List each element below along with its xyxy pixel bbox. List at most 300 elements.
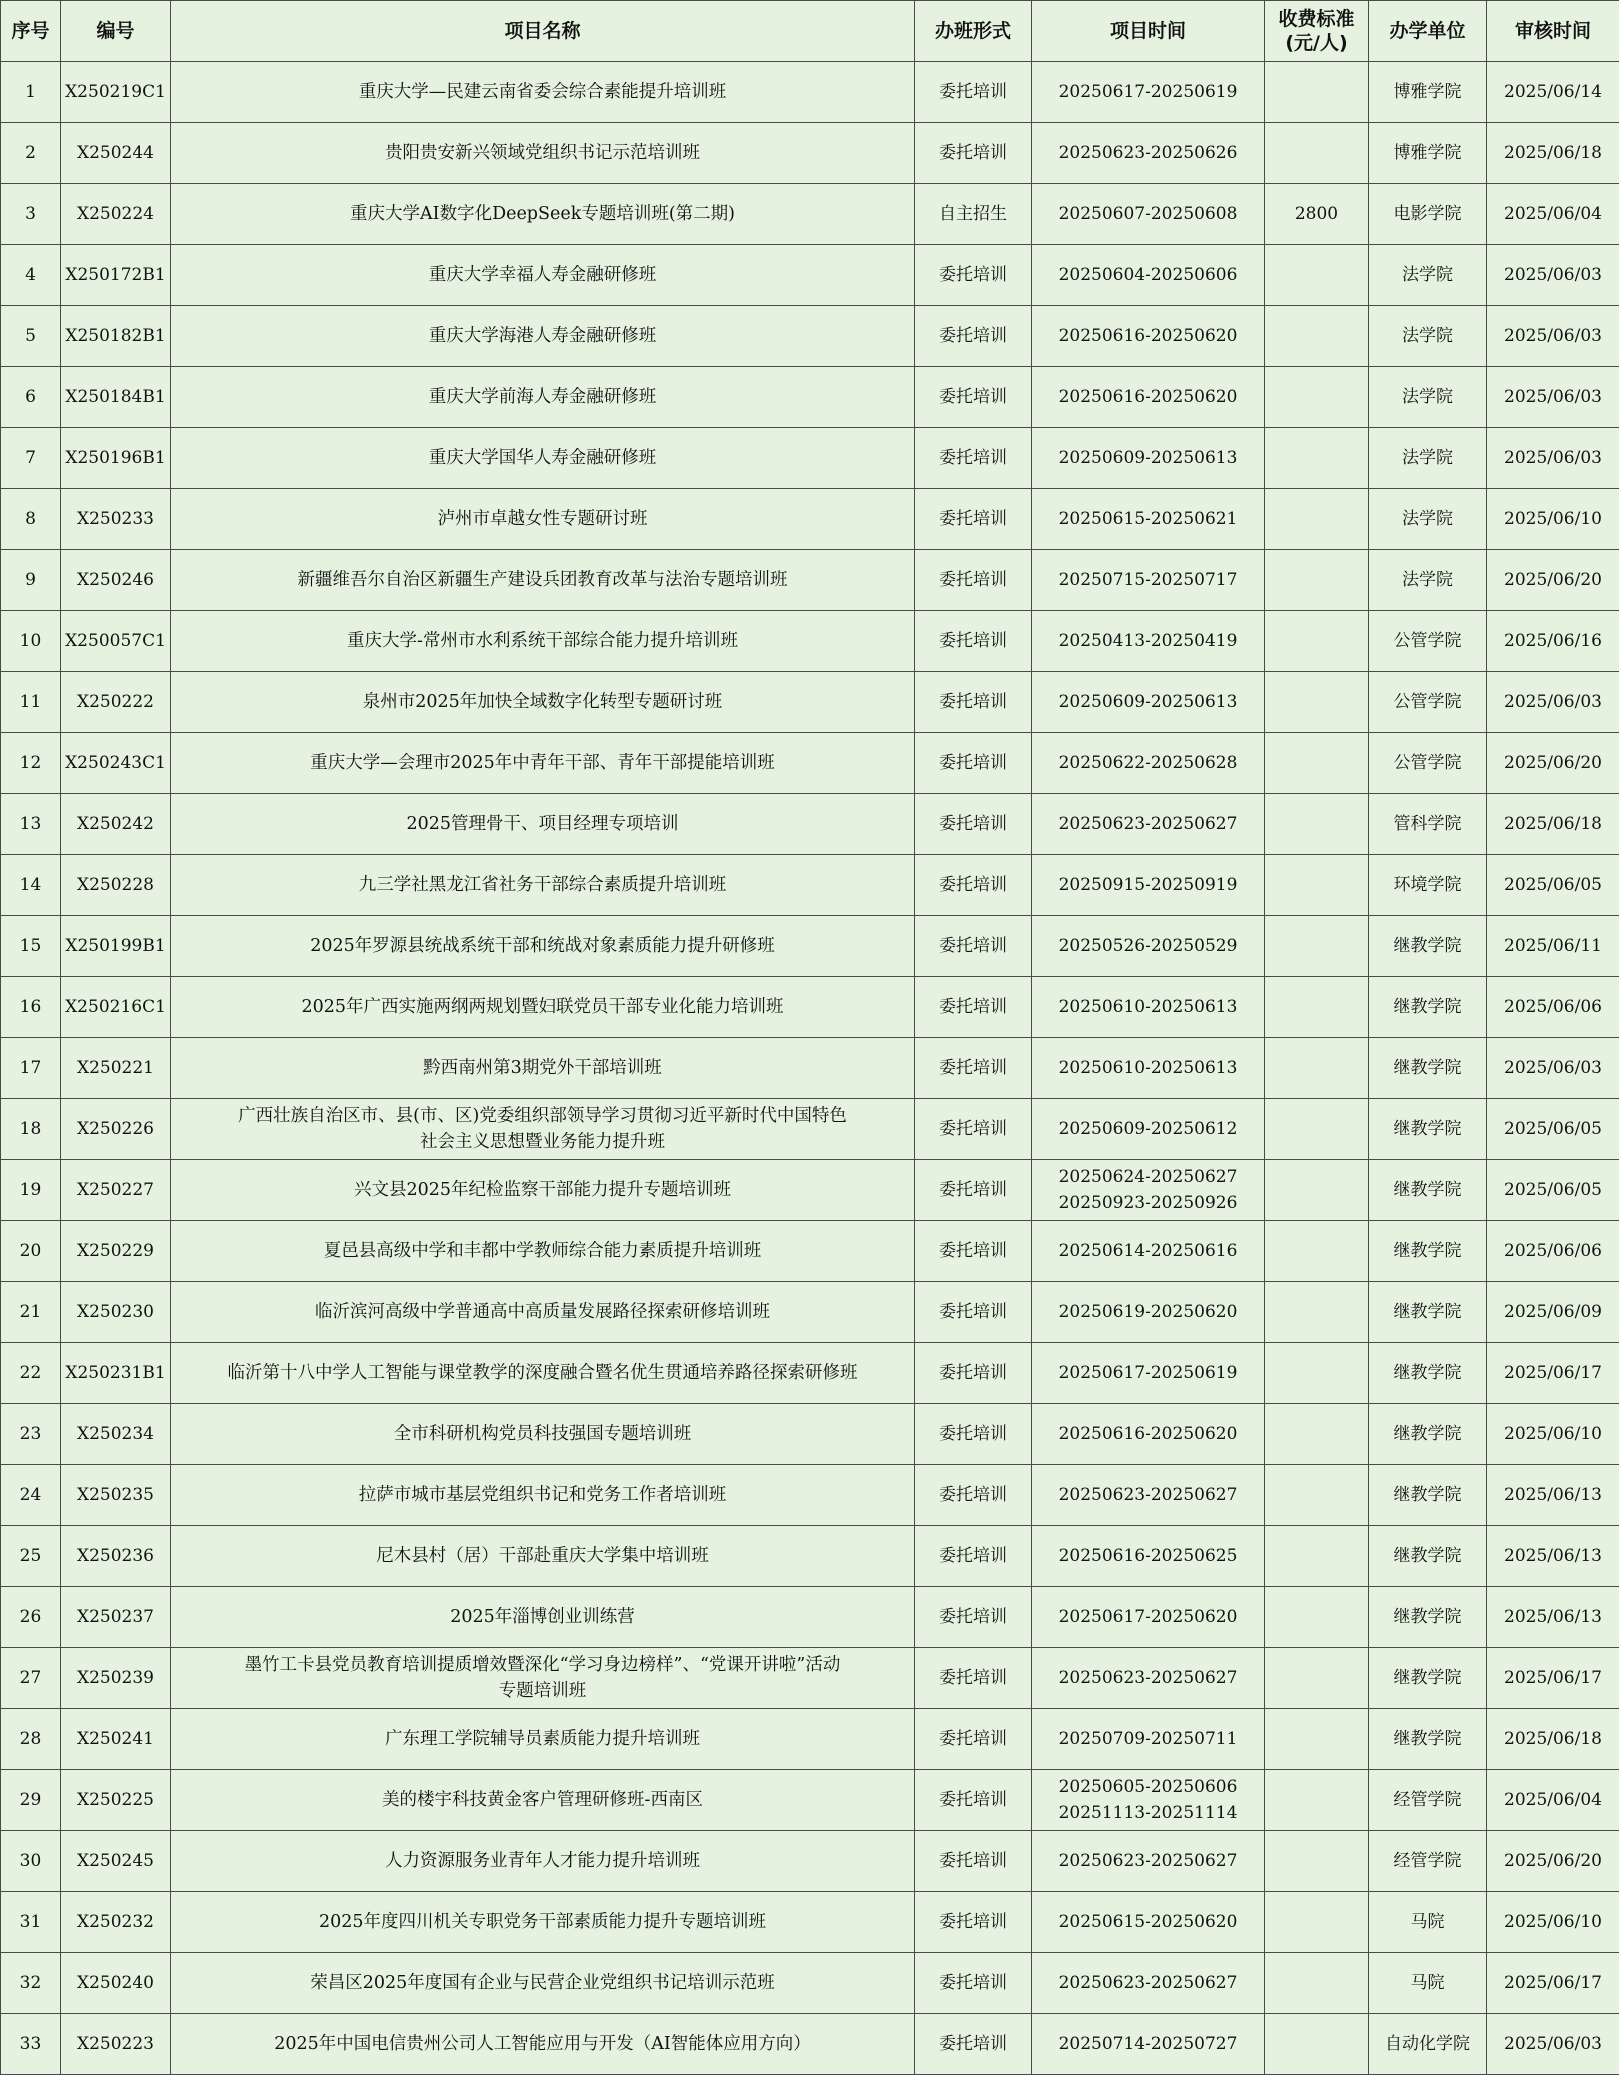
cell-unit: 公管学院 <box>1369 611 1487 672</box>
cell-review: 2025/06/06 <box>1487 1221 1619 1282</box>
cell-code: X250224 <box>61 184 171 245</box>
cell-fee <box>1265 916 1369 977</box>
cell-name: 重庆大学前海人寿金融研修班 <box>171 367 915 428</box>
cell-review: 2025/06/03 <box>1487 672 1619 733</box>
cell-fee <box>1265 611 1369 672</box>
table-row <box>1 1709 1619 1770</box>
cell-time: 20250614-20250616 <box>1032 1221 1265 1282</box>
cell-code: X250237 <box>61 1587 171 1648</box>
cell-fee <box>1265 1038 1369 1099</box>
table-row <box>1 1526 1619 1587</box>
cell-review: 2025/06/14 <box>1487 62 1619 123</box>
cell-review: 2025/06/13 <box>1487 1526 1619 1587</box>
cell-unit: 继教学院 <box>1369 1343 1487 1404</box>
cell-unit: 法学院 <box>1369 367 1487 428</box>
cell-form: 委托培训 <box>915 977 1032 1038</box>
cell-name: 全市科研机构党员科技强国专题培训班 <box>171 1404 915 1465</box>
cell-seq: 6 <box>1 367 61 428</box>
cell-review: 2025/06/04 <box>1487 184 1619 245</box>
cell-name: 2025年中国电信贵州公司人工智能应用与开发（AI智能体应用方向） <box>171 2014 915 2075</box>
table-row <box>1 1038 1619 1099</box>
cell-name: 人力资源服务业青年人才能力提升培训班 <box>171 1831 915 1892</box>
cell-seq: 7 <box>1 428 61 489</box>
cell-code: X250172B1 <box>61 245 171 306</box>
cell-form: 委托培训 <box>915 1282 1032 1343</box>
cell-unit: 继教学院 <box>1369 1648 1487 1709</box>
cell-fee <box>1265 245 1369 306</box>
cell-time: 20250615-20250620 <box>1032 1892 1265 1953</box>
cell-unit: 法学院 <box>1369 489 1487 550</box>
cell-seq: 17 <box>1 1038 61 1099</box>
cell-time: 20250607-20250608 <box>1032 184 1265 245</box>
cell-review: 2025/06/13 <box>1487 1465 1619 1526</box>
cell-code: X250236 <box>61 1526 171 1587</box>
cell-unit: 继教学院 <box>1369 1221 1487 1282</box>
cell-fee <box>1265 1526 1369 1587</box>
cell-unit: 继教学院 <box>1369 1160 1487 1221</box>
cell-time: 20250616-20250620 <box>1032 367 1265 428</box>
table-row <box>1 611 1619 672</box>
cell-code: X250245 <box>61 1831 171 1892</box>
table-row <box>1 977 1619 1038</box>
cell-form: 委托培训 <box>915 1099 1032 1160</box>
cell-seq: 24 <box>1 1465 61 1526</box>
cell-time: 20250623-20250627 <box>1032 794 1265 855</box>
cell-fee <box>1265 1160 1369 1221</box>
cell-fee <box>1265 1587 1369 1648</box>
cell-time: 20250609-20250612 <box>1032 1099 1265 1160</box>
cell-time: 20250619-20250620 <box>1032 1282 1265 1343</box>
cell-seq: 3 <box>1 184 61 245</box>
cell-unit: 继教学院 <box>1369 1587 1487 1648</box>
table-row <box>1 489 1619 550</box>
cell-fee <box>1265 1404 1369 1465</box>
cell-seq: 26 <box>1 1587 61 1648</box>
table-row <box>1 1099 1619 1160</box>
cell-time: 20250617-20250620 <box>1032 1587 1265 1648</box>
cell-name: 重庆大学幸福人寿金融研修班 <box>171 245 915 306</box>
cell-review: 2025/06/18 <box>1487 123 1619 184</box>
cell-code: X250232 <box>61 1892 171 1953</box>
cell-seq: 31 <box>1 1892 61 1953</box>
table-row <box>1 1465 1619 1526</box>
table-row <box>1 1892 1619 1953</box>
cell-time: 20250413-20250419 <box>1032 611 1265 672</box>
table-row <box>1 1160 1619 1221</box>
cell-fee <box>1265 672 1369 733</box>
cell-review: 2025/06/10 <box>1487 1404 1619 1465</box>
cell-time: 20250915-20250919 <box>1032 855 1265 916</box>
cell-review: 2025/06/05 <box>1487 855 1619 916</box>
cell-fee <box>1265 977 1369 1038</box>
cell-code: X250182B1 <box>61 306 171 367</box>
cell-form: 委托培训 <box>915 123 1032 184</box>
cell-name: 重庆大学—会理市2025年中青年干部、青年干部提能培训班 <box>171 733 915 794</box>
cell-form: 委托培训 <box>915 733 1032 794</box>
cell-time: 20250617-20250619 <box>1032 1343 1265 1404</box>
cell-name: 美的楼宇科技黄金客户管理研修班-西南区 <box>171 1770 915 1831</box>
cell-unit: 继教学院 <box>1369 1282 1487 1343</box>
cell-form: 委托培训 <box>915 1587 1032 1648</box>
cell-fee <box>1265 428 1369 489</box>
cell-review: 2025/06/17 <box>1487 1953 1619 2014</box>
table-row <box>1 367 1619 428</box>
cell-unit: 马院 <box>1369 1892 1487 1953</box>
cell-review: 2025/06/16 <box>1487 611 1619 672</box>
cell-name: 九三学社黑龙江省社务干部综合素质提升培训班 <box>171 855 915 916</box>
cell-time: 20250616-20250620 <box>1032 1404 1265 1465</box>
cell-name: 墨竹工卡县党员教育培训提质增效暨深化“学习身边榜样”、“党课开讲啦”活动 专题培训班 <box>171 1648 915 1709</box>
cell-form: 委托培训 <box>915 1038 1032 1099</box>
cell-review: 2025/06/20 <box>1487 550 1619 611</box>
cell-time: 20250624-20250627 20250923-20250926 <box>1032 1160 1265 1221</box>
cell-seq: 28 <box>1 1709 61 1770</box>
header-name: 项目名称 <box>171 1 915 62</box>
cell-unit: 继教学院 <box>1369 916 1487 977</box>
table-row <box>1 794 1619 855</box>
table-row <box>1 550 1619 611</box>
cell-review: 2025/06/13 <box>1487 1587 1619 1648</box>
cell-fee <box>1265 1709 1369 1770</box>
cell-review: 2025/06/18 <box>1487 1709 1619 1770</box>
cell-seq: 12 <box>1 733 61 794</box>
cell-seq: 9 <box>1 550 61 611</box>
cell-unit: 博雅学院 <box>1369 62 1487 123</box>
cell-name: 2025年广西实施两纲两规划暨妇联党员干部专业化能力培训班 <box>171 977 915 1038</box>
cell-form: 委托培训 <box>915 794 1032 855</box>
cell-seq: 4 <box>1 245 61 306</box>
table-row <box>1 2014 1619 2075</box>
cell-code: X250057C1 <box>61 611 171 672</box>
cell-code: X250196B1 <box>61 428 171 489</box>
cell-time: 20250714-20250727 <box>1032 2014 1265 2075</box>
cell-unit: 继教学院 <box>1369 1404 1487 1465</box>
cell-form: 委托培训 <box>915 916 1032 977</box>
cell-seq: 5 <box>1 306 61 367</box>
table-row <box>1 428 1619 489</box>
cell-time: 20250610-20250613 <box>1032 977 1265 1038</box>
cell-seq: 10 <box>1 611 61 672</box>
cell-review: 2025/06/03 <box>1487 306 1619 367</box>
cell-form: 委托培训 <box>915 1892 1032 1953</box>
header-review: 审核时间 <box>1487 1 1619 62</box>
cell-time: 20250610-20250613 <box>1032 1038 1265 1099</box>
cell-fee <box>1265 550 1369 611</box>
cell-review: 2025/06/06 <box>1487 977 1619 1038</box>
table-row <box>1 916 1619 977</box>
cell-time: 20250623-20250626 <box>1032 123 1265 184</box>
cell-seq: 21 <box>1 1282 61 1343</box>
cell-name: 泉州市2025年加快全域数字化转型专题研讨班 <box>171 672 915 733</box>
cell-name: 2025年度四川机关专职党务干部素质能力提升专题培训班 <box>171 1892 915 1953</box>
cell-code: X250225 <box>61 1770 171 1831</box>
cell-name: 兴文县2025年纪检监察干部能力提升专题培训班 <box>171 1160 915 1221</box>
cell-review: 2025/06/17 <box>1487 1648 1619 1709</box>
cell-review: 2025/06/10 <box>1487 1892 1619 1953</box>
cell-fee <box>1265 1343 1369 1404</box>
cell-time: 20250715-20250717 <box>1032 550 1265 611</box>
header-seq: 序号 <box>1 1 61 62</box>
cell-unit: 法学院 <box>1369 245 1487 306</box>
cell-form: 自主招生 <box>915 184 1032 245</box>
cell-seq: 8 <box>1 489 61 550</box>
cell-name: 夏邑县高级中学和丰都中学教师综合能力素质提升培训班 <box>171 1221 915 1282</box>
cell-review: 2025/06/03 <box>1487 1038 1619 1099</box>
cell-form: 委托培训 <box>915 489 1032 550</box>
cell-seq: 18 <box>1 1099 61 1160</box>
cell-name: 2025年罗源县统战系统干部和统战对象素质能力提升研修班 <box>171 916 915 977</box>
table-row <box>1 1831 1619 1892</box>
cell-unit: 博雅学院 <box>1369 123 1487 184</box>
cell-name: 黔西南州第3期党外干部培训班 <box>171 1038 915 1099</box>
table-row <box>1 1770 1619 1831</box>
cell-unit: 经管学院 <box>1369 1770 1487 1831</box>
cell-seq: 29 <box>1 1770 61 1831</box>
cell-unit: 继教学院 <box>1369 1526 1487 1587</box>
cell-code: X250233 <box>61 489 171 550</box>
cell-review: 2025/06/05 <box>1487 1160 1619 1221</box>
cell-name: 临沂第十八中学人工智能与课堂教学的深度融合暨名优生贯通培养路径探索研修班 <box>171 1343 915 1404</box>
table-row <box>1 184 1619 245</box>
cell-code: X250230 <box>61 1282 171 1343</box>
cell-fee <box>1265 2014 1369 2075</box>
cell-seq: 1 <box>1 62 61 123</box>
cell-code: X250221 <box>61 1038 171 1099</box>
cell-time: 20250617-20250619 <box>1032 62 1265 123</box>
cell-name: 重庆大学海港人寿金融研修班 <box>171 306 915 367</box>
cell-fee <box>1265 855 1369 916</box>
cell-unit: 法学院 <box>1369 550 1487 611</box>
cell-fee <box>1265 794 1369 855</box>
cell-review: 2025/06/20 <box>1487 733 1619 794</box>
cell-seq: 15 <box>1 916 61 977</box>
cell-form: 委托培训 <box>915 855 1032 916</box>
cell-name: 重庆大学AI数字化DeepSeek专题培训班(第二期) <box>171 184 915 245</box>
cell-unit: 公管学院 <box>1369 733 1487 794</box>
cell-review: 2025/06/03 <box>1487 2014 1619 2075</box>
cell-fee <box>1265 1221 1369 1282</box>
cell-time: 20250709-20250711 <box>1032 1709 1265 1770</box>
cell-name: 贵阳贵安新兴领域党组织书记示范培训班 <box>171 123 915 184</box>
cell-form: 委托培训 <box>915 62 1032 123</box>
cell-unit: 管科学院 <box>1369 794 1487 855</box>
cell-name: 重庆大学国华人寿金融研修班 <box>171 428 915 489</box>
table-row <box>1 733 1619 794</box>
cell-seq: 32 <box>1 1953 61 2014</box>
cell-seq: 22 <box>1 1343 61 1404</box>
cell-time: 20250623-20250627 <box>1032 1831 1265 1892</box>
cell-fee <box>1265 733 1369 794</box>
cell-form: 委托培训 <box>915 1648 1032 1709</box>
cell-time: 20250609-20250613 <box>1032 428 1265 489</box>
cell-form: 委托培训 <box>915 1770 1032 1831</box>
cell-time: 20250609-20250613 <box>1032 672 1265 733</box>
cell-time: 20250623-20250627 <box>1032 1953 1265 2014</box>
cell-name: 重庆大学-常州市水利系统干部综合能力提升培训班 <box>171 611 915 672</box>
table-row <box>1 855 1619 916</box>
cell-review: 2025/06/11 <box>1487 916 1619 977</box>
cell-name: 荣昌区2025年度国有企业与民营企业党组织书记培训示范班 <box>171 1953 915 2014</box>
cell-review: 2025/06/03 <box>1487 428 1619 489</box>
cell-form: 委托培训 <box>915 1343 1032 1404</box>
cell-form: 委托培训 <box>915 1709 1032 1770</box>
cell-fee: 2800 <box>1265 184 1369 245</box>
cell-code: X250227 <box>61 1160 171 1221</box>
cell-code: X250235 <box>61 1465 171 1526</box>
cell-name: 广东理工学院辅导员素质能力提升培训班 <box>171 1709 915 1770</box>
cell-name: 2025年淄博创业训练营 <box>171 1587 915 1648</box>
cell-seq: 33 <box>1 2014 61 2075</box>
cell-form: 委托培训 <box>915 2014 1032 2075</box>
cell-form: 委托培训 <box>915 306 1032 367</box>
cell-code: X250246 <box>61 550 171 611</box>
cell-name: 尼木县村（居）干部赴重庆大学集中培训班 <box>171 1526 915 1587</box>
cell-form: 委托培训 <box>915 672 1032 733</box>
cell-code: X250243C1 <box>61 733 171 794</box>
cell-seq: 16 <box>1 977 61 1038</box>
cell-time: 20250616-20250620 <box>1032 306 1265 367</box>
cell-time: 20250616-20250625 <box>1032 1526 1265 1587</box>
cell-name: 广西壮族自治区市、县(市、区)党委组织部领导学习贯彻习近平新时代中国特色 社会主义思想暨业务能力提升班 <box>171 1099 915 1160</box>
cell-fee <box>1265 367 1369 428</box>
cell-form: 委托培训 <box>915 1526 1032 1587</box>
cell-time: 20250615-20250621 <box>1032 489 1265 550</box>
cell-fee <box>1265 489 1369 550</box>
cell-unit: 法学院 <box>1369 306 1487 367</box>
cell-form: 委托培训 <box>915 1221 1032 1282</box>
cell-form: 委托培训 <box>915 1953 1032 2014</box>
header-time: 项目时间 <box>1032 1 1265 62</box>
table-body <box>1 62 1619 2075</box>
cell-review: 2025/06/03 <box>1487 245 1619 306</box>
cell-unit: 电影学院 <box>1369 184 1487 245</box>
cell-unit: 自动化学院 <box>1369 2014 1487 2075</box>
cell-code: X250184B1 <box>61 367 171 428</box>
cell-unit: 环境学院 <box>1369 855 1487 916</box>
cell-fee <box>1265 1953 1369 2014</box>
cell-code: X250231B1 <box>61 1343 171 1404</box>
table-row <box>1 62 1619 123</box>
header-form: 办班形式 <box>915 1 1032 62</box>
cell-form: 委托培训 <box>915 245 1032 306</box>
cell-unit: 经管学院 <box>1369 1831 1487 1892</box>
cell-seq: 25 <box>1 1526 61 1587</box>
cell-review: 2025/06/05 <box>1487 1099 1619 1160</box>
cell-unit: 马院 <box>1369 1953 1487 2014</box>
cell-code: X250244 <box>61 123 171 184</box>
cell-time: 20250622-20250628 <box>1032 733 1265 794</box>
cell-code: X250226 <box>61 1099 171 1160</box>
cell-review: 2025/06/20 <box>1487 1831 1619 1892</box>
cell-code: X250241 <box>61 1709 171 1770</box>
cell-form: 委托培训 <box>915 367 1032 428</box>
cell-form: 委托培训 <box>915 1831 1032 1892</box>
header-fee: 收费标准 (元/人) <box>1265 1 1369 62</box>
cell-fee <box>1265 1282 1369 1343</box>
cell-unit: 继教学院 <box>1369 1709 1487 1770</box>
cell-unit: 继教学院 <box>1369 977 1487 1038</box>
cell-review: 2025/06/10 <box>1487 489 1619 550</box>
header-code: 编号 <box>61 1 171 62</box>
cell-code: X250216C1 <box>61 977 171 1038</box>
cell-unit: 继教学院 <box>1369 1465 1487 1526</box>
cell-seq: 27 <box>1 1648 61 1709</box>
cell-fee <box>1265 1648 1369 1709</box>
cell-seq: 23 <box>1 1404 61 1465</box>
table-row <box>1 306 1619 367</box>
cell-review: 2025/06/18 <box>1487 794 1619 855</box>
cell-review: 2025/06/17 <box>1487 1343 1619 1404</box>
cell-code: X250223 <box>61 2014 171 2075</box>
cell-fee <box>1265 62 1369 123</box>
cell-code: X250222 <box>61 672 171 733</box>
cell-code: X250199B1 <box>61 916 171 977</box>
cell-name: 临沂滨河高级中学普通高中高质量发展路径探索研修培训班 <box>171 1282 915 1343</box>
cell-code: X250240 <box>61 1953 171 2014</box>
cell-seq: 14 <box>1 855 61 916</box>
table-row <box>1 1343 1619 1404</box>
cell-name: 重庆大学—民建云南省委会综合素能提升培训班 <box>171 62 915 123</box>
cell-time: 20250623-20250627 <box>1032 1465 1265 1526</box>
cell-seq: 19 <box>1 1160 61 1221</box>
table-row <box>1 1648 1619 1709</box>
cell-seq: 11 <box>1 672 61 733</box>
cell-unit: 法学院 <box>1369 428 1487 489</box>
table-row <box>1 672 1619 733</box>
cell-code: X250242 <box>61 794 171 855</box>
cell-name: 新疆维吾尔自治区新疆生产建设兵团教育改革与法治专题培训班 <box>171 550 915 611</box>
cell-code: X250229 <box>61 1221 171 1282</box>
cell-fee <box>1265 1770 1369 1831</box>
table-row <box>1 1221 1619 1282</box>
cell-fee <box>1265 123 1369 184</box>
header-row <box>1 1 1619 62</box>
cell-time: 20250604-20250606 <box>1032 245 1265 306</box>
cell-form: 委托培训 <box>915 1160 1032 1221</box>
cell-seq: 30 <box>1 1831 61 1892</box>
cell-unit: 公管学院 <box>1369 672 1487 733</box>
cell-form: 委托培训 <box>915 1404 1032 1465</box>
cell-form: 委托培训 <box>915 550 1032 611</box>
table-row <box>1 1587 1619 1648</box>
header-unit: 办学单位 <box>1369 1 1487 62</box>
cell-name: 2025管理骨干、项目经理专项培训 <box>171 794 915 855</box>
cell-unit: 继教学院 <box>1369 1099 1487 1160</box>
cell-code: X250219C1 <box>61 62 171 123</box>
cell-code: X250234 <box>61 1404 171 1465</box>
cell-seq: 20 <box>1 1221 61 1282</box>
cell-time: 20250605-20250606 20251113-20251114 <box>1032 1770 1265 1831</box>
cell-seq: 13 <box>1 794 61 855</box>
cell-form: 委托培训 <box>915 1465 1032 1526</box>
cell-name: 泸州市卓越女性专题研讨班 <box>171 489 915 550</box>
cell-fee <box>1265 1831 1369 1892</box>
cell-review: 2025/06/09 <box>1487 1282 1619 1343</box>
table-row <box>1 1282 1619 1343</box>
cell-fee <box>1265 306 1369 367</box>
cell-name: 拉萨市城市基层党组织书记和党务工作者培训班 <box>171 1465 915 1526</box>
cell-code: X250228 <box>61 855 171 916</box>
table-row <box>1 123 1619 184</box>
cell-unit: 继教学院 <box>1369 1038 1487 1099</box>
cell-seq: 2 <box>1 123 61 184</box>
cell-fee <box>1265 1465 1369 1526</box>
table-row <box>1 245 1619 306</box>
cell-form: 委托培训 <box>915 611 1032 672</box>
table-row <box>1 1953 1619 2014</box>
cell-time: 20250526-20250529 <box>1032 916 1265 977</box>
cell-review: 2025/06/03 <box>1487 367 1619 428</box>
